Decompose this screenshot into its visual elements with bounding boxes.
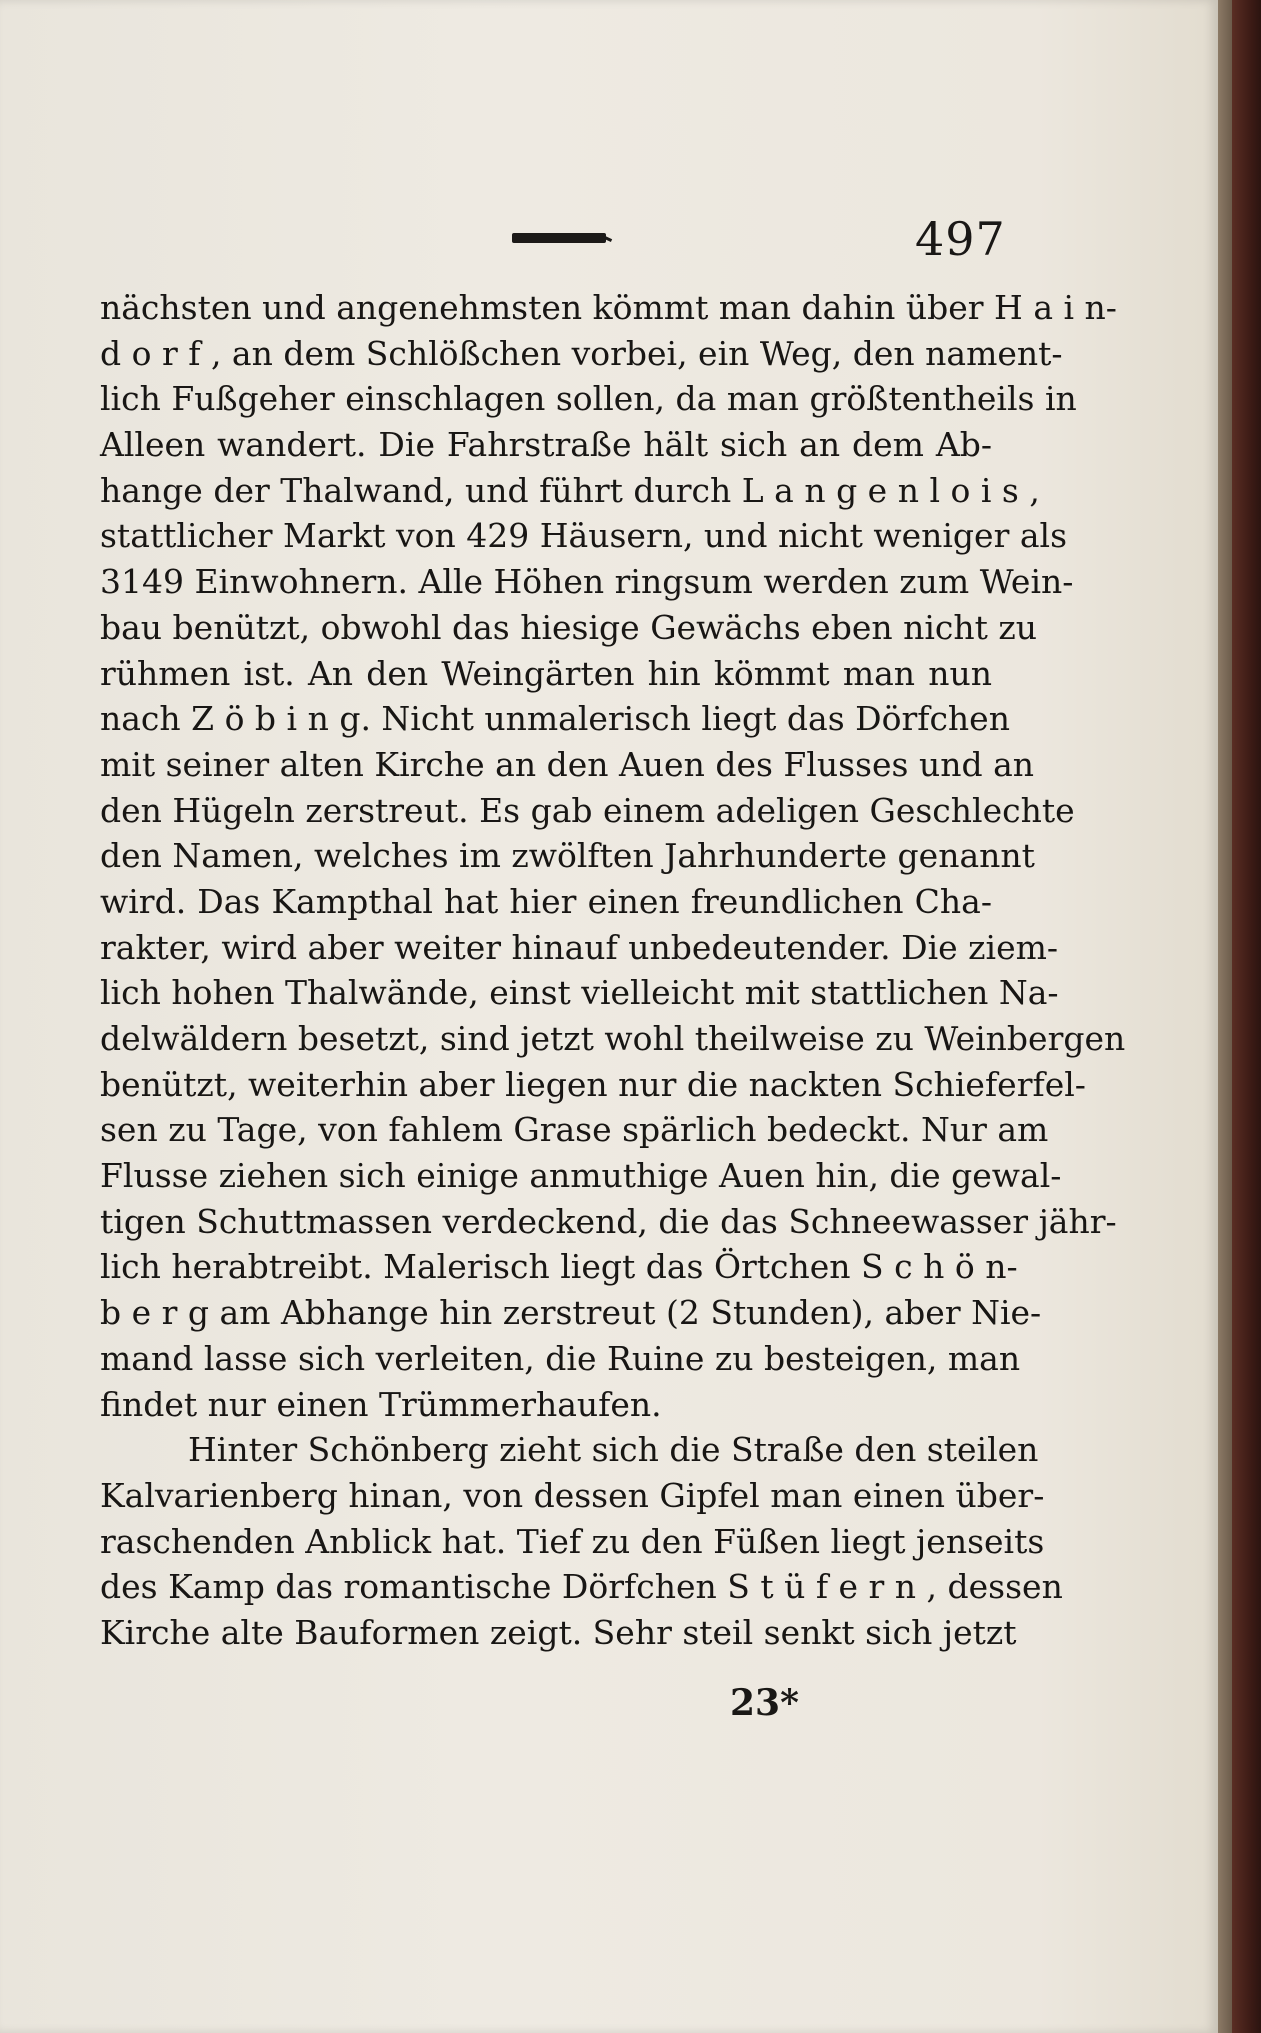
text-line: lich herabtreibt. Malerisch liegt das Örtchen S c h ö n- bbox=[100, 1247, 1018, 1287]
text-line: raschenden Anblick hat. Tief zu den Füßen liegt jenseits bbox=[100, 1521, 1045, 1561]
text-line: bau benützt, obwohl das hiesige Gewächs eben nicht zu bbox=[100, 607, 1038, 647]
paragraph-end-line: findet nur einen Trümmerhaufen. bbox=[100, 1384, 662, 1424]
text-line: lich hohen Thalwände, einst vielleicht mit stattlichen Na- bbox=[100, 973, 1059, 1013]
text-line: b e r g am Abhange hin zerstreut (2 Stunden), aber Nie- bbox=[100, 1293, 1042, 1333]
text-line: nächsten und angenehmsten kömmt man dahin über H a i n- bbox=[100, 288, 1117, 327]
header-ornament-rule bbox=[512, 233, 606, 243]
text-line: delwäldern besetzt, sind jetzt wohl theilweise zu Weinbergen bbox=[100, 1019, 1126, 1058]
text-line: rühmen ist. An den Weingärten hin kömmt man nun bbox=[100, 653, 992, 693]
text-line: Kirche alte Bauformen zeigt. Sehr steil senkt sich jetzt bbox=[100, 1612, 1017, 1652]
text-line: den Hügeln zerstreut. Es gab einem adeligen Geschlechte bbox=[100, 790, 1075, 830]
paragraph-start-line: Hinter Schönberg zieht sich die Straße den steilen bbox=[188, 1430, 1039, 1470]
signature-mark: 23* bbox=[730, 1682, 799, 1724]
text-line: des Kamp das romantische Dörfchen S t ü f e r n , dessen bbox=[100, 1567, 1063, 1607]
text-line: den Namen, welches im zwölften Jahrhunderte genannt bbox=[100, 836, 1035, 876]
text-line: hange der Thalwand, und führt durch L a n g e n l o i s , bbox=[100, 470, 1040, 510]
text-line: benützt, weiterhin aber liegen nur die nackten Schieferfel- bbox=[100, 1064, 1086, 1104]
body-text bbox=[100, 285, 1126, 1656]
page-number: 497 bbox=[915, 212, 1006, 266]
text-line: tigen Schuttmassen verdeckend, die das Schneewasser jähr- bbox=[100, 1201, 1117, 1241]
text-line: rakter, wird aber weiter hinauf unbedeutender. Die ziem- bbox=[100, 927, 1059, 967]
text-line: Flusse ziehen sich einige anmuthige Auen hin, die gewal- bbox=[100, 1156, 1062, 1196]
text-line: stattlicher Markt von 429 Häusern, und nicht weniger als bbox=[100, 516, 1068, 556]
page-edge bbox=[1218, 0, 1232, 2033]
text-line: 3149 Einwohnern. Alle Höhen ringsum werden zum Wein- bbox=[100, 562, 1074, 602]
text-line: wird. Das Kampthal hat hier einen freundlichen Cha- bbox=[100, 881, 992, 921]
text-line: Kalvarienberg hinan, von dessen Gipfel man einen über- bbox=[100, 1475, 1045, 1515]
text-line: mit seiner alten Kirche an den Auen des Flusses und an bbox=[100, 744, 1034, 784]
text-line: Alleen wandert. Die Fahrstraße hält sich an dem Ab- bbox=[100, 425, 992, 465]
text-line: sen zu Tage, von fahlem Grase spärlich bedeckt. Nur am bbox=[100, 1110, 1049, 1150]
book-cover-edge bbox=[1232, 0, 1261, 2033]
text-line: lich Fußgeher einschlagen sollen, da man größtentheils in bbox=[100, 379, 1077, 419]
text-line: nach Z ö b i n g. Nicht unmalerisch liegt das Dörfchen bbox=[100, 699, 1010, 739]
text-line: mand lasse sich verleiten, die Ruine zu besteigen, man bbox=[100, 1338, 1021, 1378]
text-line: d o r f , an dem Schlößchen vorbei, ein Weg, den nament- bbox=[100, 333, 1063, 373]
